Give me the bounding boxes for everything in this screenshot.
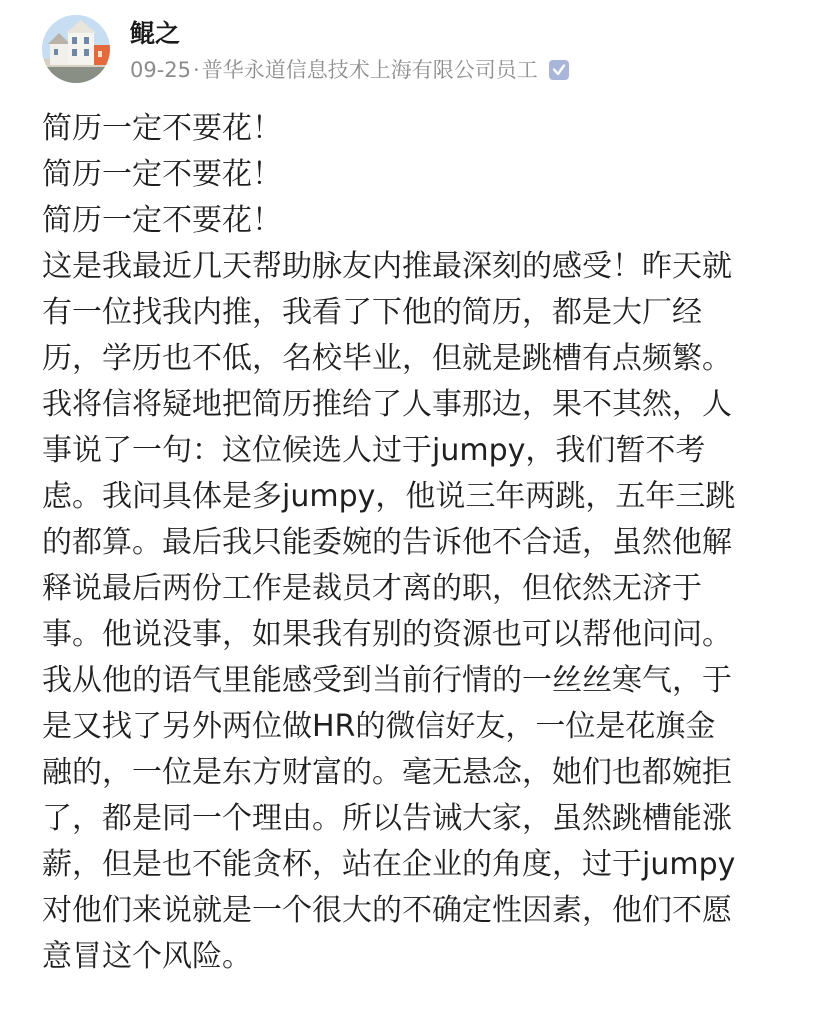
post-text-line: 我将信将疑地把简历推给了人事那边，果不其然，人: [42, 387, 732, 422]
post-text-line: 对他们来说就是一个很大的不确定性因素，他们不愿: [42, 893, 732, 928]
post-text-line: 的都算。最后我只能委婉的告诉他不合适，虽然他解: [42, 525, 732, 560]
post-header: [42, 15, 802, 87]
author-avatar[interactable]: [42, 15, 110, 83]
post-date: 09-25: [130, 58, 192, 82]
verified-check-icon: [548, 59, 570, 81]
post-text-line: 事。他说没事，如果我有别的资源也可以帮他问问。: [42, 617, 732, 652]
post-content: [42, 106, 787, 980]
author-name[interactable]: 鲲之: [130, 19, 181, 48]
post-text-line: 有一位找我内推，我看了下他的简历，都是大厂经: [42, 295, 702, 330]
post-text-line: 是又找了另外两位做HR的微信好友，一位是花旗金: [42, 709, 716, 744]
post-meta: [130, 55, 570, 85]
post-text-line: 这是我最近几天帮助脉友内推最深刻的感受！昨天就: [42, 249, 732, 284]
post-text-line: 历，学历也不低，名校毕业，但就是跳槽有点频繁。: [42, 341, 732, 376]
post-text-line: 意冒这个风险。: [42, 939, 252, 974]
author-company: 普华永道信息技术上海有限公司员工: [201, 58, 538, 82]
post-text-line: 虑。我问具体是多jumpy，他说三年两跳，五年三跳: [42, 479, 736, 514]
post-text-line: 融的，一位是东方财富的。毫无悬念，她们也都婉拒: [42, 755, 732, 790]
post-text-line: 简历一定不要花！: [42, 203, 282, 238]
post-text-line: 释说最后两份工作是裁员才离的职，但依然无济于: [42, 571, 702, 606]
post-text-line: 事说了一句：这位候选人过于jumpy，我们暂不考: [42, 433, 706, 468]
post-text-line: 了，都是同一个理由。所以告诫大家，虽然跳槽能涨: [42, 801, 732, 836]
meta-separator: ·: [193, 58, 200, 82]
post-text-line: 我从他的语气里能感受到当前行情的一丝丝寒气，于: [42, 663, 732, 698]
post-text-line: 简历一定不要花！: [42, 111, 282, 146]
house-photo-avatar: [42, 15, 110, 83]
post-text-line: 薪，但是也不能贪杯，站在企业的角度，过于jumpy: [42, 847, 736, 882]
post-text-line: 简历一定不要花！: [42, 157, 282, 192]
